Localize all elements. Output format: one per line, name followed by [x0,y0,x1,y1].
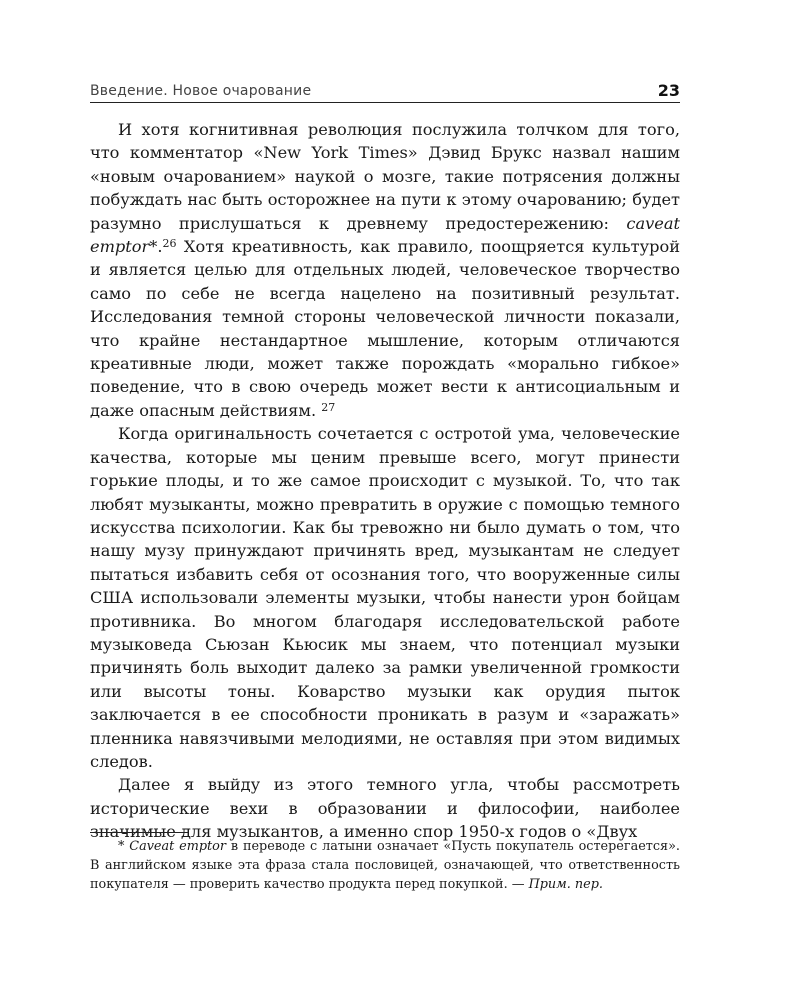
running-head: Введение. Новое очарование [90,83,312,99]
reference-27: 27 [321,400,336,414]
page-header [90,80,680,103]
reference-26: 26 [162,237,177,251]
caveat-emptor-term: caveat emptor [90,213,680,257]
footnote-marker-label: * [118,839,125,854]
footnote-marker: * [149,237,158,257]
translator-note: Прим. пер. [528,876,603,892]
sentence-dot: . [157,237,163,257]
main-text [90,118,680,844]
footnote [90,838,680,894]
footnote-term: Caveat emptor [129,839,227,854]
paragraph-3: Далее я выйду из этого темного угла, чтобы рассмотреть исторические вехи в образовании и философии, наиболее значимые для музыкантов, а именно спор 1950-х годов о «Двух [90,775,680,842]
paragraph-1 [90,118,680,422]
page-number: 23 [657,81,680,100]
paragraph-1-text-b: Хотя креативность, как правило, поощряется культурой и является целью для отдельных людей, человеческое творчество само по себе не всегда нацелено на позитивный результат. Исследования темной стороны человеческой личности показали, что крайне нестандартное мышление, которым отличаются креативные люди, может также порождать «морально гибкое» поведение, что в свою очередь может вести к антисоциальным и даже опасным действиям. [90,237,680,420]
paragraph-1-text-a: И хотя когнитивная революция послужила толчком для того, что комментатор «New York Times» Дэвид Брукс назвал нашим «новым очарованием» наукой о мозге, такие потрясения должны побуждать нас быть осторожнее на пути к этому очарованию; будет разумно прислушаться к древнему предостережению: [90,120,680,233]
paragraph-2: Когда оригинальность сочетается с остротой ума, человеческие качества, которые мы ценим превыше всего, могут принести горькие плоды, и то же самое происходит с музыкой. То, что так любят музыканты, можно превратить в оружие с помощью темного искусства психологии. Как бы тревожно ни было думать о том, что нашу музу принуждают причинять вред, музыкантам не следует пытаться избавить себя от осознания того, что вооруженные силы США использовали элементы музыки, чтобы нанести урон бойцам противника. Во многом благодаря исследовательской работе музыковеда Сьюзан Кьюсик мы знаем, что потенциал музыки причинять боль выходит далеко за рамки увеличенной громкости или высоты тоны. Коварство музыки как орудия пыток заключается в ее способности проникать в разум и «заражать» пленника навязчивыми мелодиями, не оставляя при этом видимых следов. [90,424,680,771]
footnote-text: в переводе с латыни означает «Пусть покупатель остерегается». В английском языке эта фраза стала пословицей, означающей, что ответственность покупателя — проверить качество продукта перед покупкой. — [90,839,681,892]
footnote-divider [90,832,188,833]
